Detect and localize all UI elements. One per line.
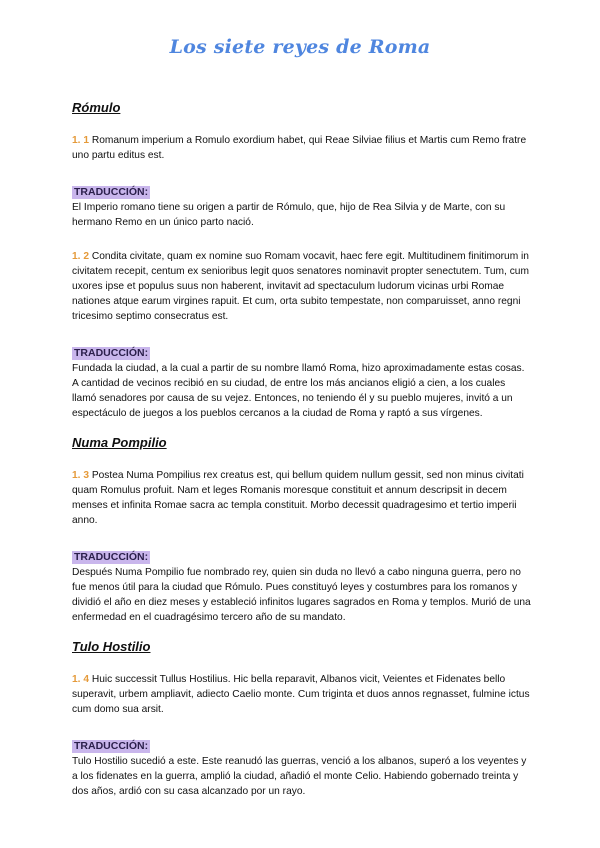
section-romulo	[72, 100, 532, 421]
latin-text: Condita civitate, quam ex nomine suo Romam vocavit, haec fere egit. Multitudinem finitimorum in civitatem recepit, centum ex senioribus legit quos senatores nominavit propter senectutem. Tum, cum uxores ipse et populus suus non haberent, invitavit ad spectaculum ludorum vicinas urbi Romae nationes atque earum virgines rapuit. Et cum, orta subito tempestate, non comparuisset, anno regni tricesimo septimo consecratus est.	[72, 251, 529, 322]
document-body	[72, 100, 532, 818]
translation-text: Después Numa Pompilio fue nombrado rey, quien sin duda no llevó a cabo ninguna guerra, pero no fue menos útil para la ciudad que Rómulo. Pues constituyó leyes y costumbres para los romanos y dividió el año en diez meses y estableció infinitos lugares sagrados en Roma y templos. Murió de una enfermedad en el cuadragésimo tercero año de su mandato.	[72, 567, 531, 623]
translation-block	[72, 736, 532, 799]
page-title: Los siete reyes de Roma	[169, 36, 431, 58]
latin-passage	[72, 468, 532, 528]
translation-label: TRADUCCIÓN:	[74, 740, 149, 752]
section-tulo-hostilio	[72, 639, 532, 799]
latin-text: Postea Numa Pompilius rex creatus est, qui bellum quidem nullum gessit, sed non minus civitati quam Romulus profuit. Nam et leges Romanis moresque constituit et annum descripsit in decem menses et infinita Romae sacra ac templa constituit. Morbo decessit quadragesimo et tertio imperii anno.	[72, 470, 524, 526]
passage-number: 1. 3	[72, 470, 89, 481]
section-numa-pompilio	[72, 435, 532, 625]
latin-text: Huic successit Tullus Hostilius. Hic bella reparavit, Albanos vicit, Veientes et Fidenates bello superavit, urbem ampliavit, adiecto Caelio monte. Cum triginta et duos annos regnasset, fulmine ictus cum domo sua arsit.	[72, 674, 530, 715]
section-heading: Numa Pompilio	[72, 435, 167, 450]
translation-label: TRADUCCIÓN:	[74, 186, 149, 198]
translation-block	[72, 182, 532, 230]
latin-passage	[72, 672, 532, 717]
translation-block	[72, 547, 532, 625]
passage-number: 1. 4	[72, 674, 89, 685]
translation-block	[72, 343, 532, 421]
translation-text: Tulo Hostilio sucedió a este. Este reanudó las guerras, venció a los albanos, superó a los veyentes y a los fidenates en la guerra, amplió la ciudad, añadió el monte Celio. Habiendo gobernado treinta y dos años, ardió con su casa alcanzado por un rayo.	[72, 756, 527, 797]
translation-label: TRADUCCIÓN:	[74, 347, 149, 359]
passage-number: 1. 2	[72, 251, 89, 262]
latin-passage	[72, 133, 532, 163]
translation-label: TRADUCCIÓN:	[74, 551, 149, 563]
translation-text: El Imperio romano tiene su origen a partir de Rómulo, que, hijo de Rea Silvia y de Marte, con su hermano Remo en un único parto nació.	[72, 202, 506, 228]
section-heading: Rómulo	[72, 100, 121, 115]
section-heading: Tulo Hostilio	[72, 639, 151, 654]
latin-text: Romanum imperium a Romulo exordium habet, qui Reae Silviae filius et Martis cum Remo fratre uno partu editus est.	[72, 135, 527, 161]
translation-text: Fundada la ciudad, a la cual a partir de su nombre llamó Roma, hizo aproximadamente estas cosas. A cantidad de vecinos recibió en su ciudad, de entre los más ancianos eligió a cien, a los cuales llamó senadores por causa de su vejez. Entonces, no teniendo él y su pueblo mujeres, invitó a un espectáculo de juegos a los pueblos cercanos a la ciudad de Roma y raptó a sus vírgenes.	[72, 363, 525, 419]
latin-passage	[72, 249, 532, 324]
passage-number: 1. 1	[72, 135, 89, 146]
